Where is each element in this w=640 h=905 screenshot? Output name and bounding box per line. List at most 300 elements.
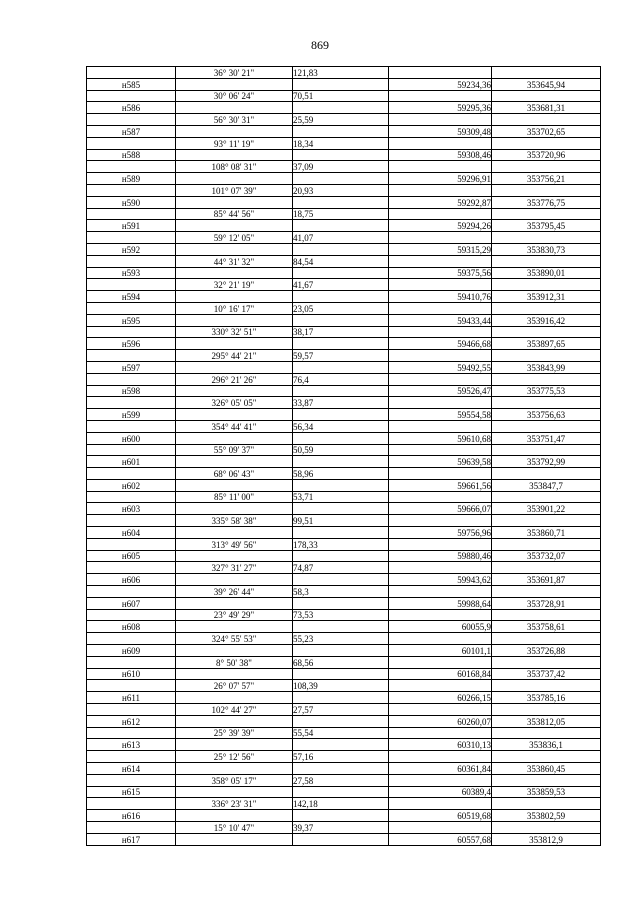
x-cell: 59433,44 — [389, 314, 492, 326]
angle-cell: 93° 11' 19" — [176, 137, 293, 149]
distance-cell — [293, 125, 389, 137]
distance-cell — [293, 810, 389, 822]
distance-cell: 142,18 — [293, 798, 389, 810]
angle-cell — [176, 243, 293, 255]
point-row — [87, 125, 601, 137]
y-cell — [492, 704, 601, 716]
point-row — [87, 597, 601, 609]
point-cell — [87, 279, 176, 291]
x-cell — [389, 279, 492, 291]
angle-cell: 30° 06' 24" — [176, 90, 293, 102]
distance-cell — [293, 149, 389, 161]
point-cell — [87, 232, 176, 244]
y-cell: 353756,63 — [492, 409, 601, 421]
segment-row — [87, 491, 601, 503]
x-cell — [389, 727, 492, 739]
y-cell: 353812,9 — [492, 833, 601, 845]
x-cell: 59880,46 — [389, 550, 492, 562]
point-row — [87, 833, 601, 845]
point-row — [87, 243, 601, 255]
segment-row — [87, 680, 601, 692]
y-cell: 353720,96 — [492, 149, 601, 161]
x-cell — [389, 609, 492, 621]
point-cell: н596 — [87, 338, 176, 350]
segment-row — [87, 586, 601, 598]
distance-cell: 41,67 — [293, 279, 389, 291]
segment-row — [87, 822, 601, 834]
angle-cell: 336° 23' 31" — [176, 798, 293, 810]
angle-cell: 358° 05' 17" — [176, 774, 293, 786]
y-cell: 353795,45 — [492, 220, 601, 232]
point-row — [87, 78, 601, 90]
segment-row — [87, 468, 601, 480]
point-cell: н597 — [87, 361, 176, 373]
angle-cell: 25° 39' 39" — [176, 727, 293, 739]
distance-cell: 73,53 — [293, 609, 389, 621]
y-cell: 353792,99 — [492, 456, 601, 468]
distance-cell — [293, 763, 389, 775]
point-row — [87, 173, 601, 185]
y-cell: 353890,01 — [492, 267, 601, 279]
distance-cell — [293, 456, 389, 468]
distance-cell — [293, 715, 389, 727]
point-cell: н614 — [87, 763, 176, 775]
point-cell — [87, 184, 176, 196]
point-row — [87, 196, 601, 208]
point-cell — [87, 114, 176, 126]
distance-cell: 25,59 — [293, 114, 389, 126]
angle-cell: 295° 44' 21" — [176, 350, 293, 362]
point-row — [87, 267, 601, 279]
point-cell — [87, 397, 176, 409]
y-cell — [492, 114, 601, 126]
x-cell — [389, 586, 492, 598]
distance-cell — [293, 291, 389, 303]
distance-cell — [293, 550, 389, 562]
x-cell: 59294,26 — [389, 220, 492, 232]
coordinates-table-body — [87, 67, 601, 846]
segment-row — [87, 562, 601, 574]
x-cell — [389, 444, 492, 456]
x-cell — [389, 67, 492, 79]
angle-cell: 23° 49' 29" — [176, 609, 293, 621]
distance-cell — [293, 409, 389, 421]
angle-cell: 36° 30' 21" — [176, 67, 293, 79]
y-cell — [492, 137, 601, 149]
distance-cell — [293, 102, 389, 114]
distance-cell — [293, 692, 389, 704]
x-cell: 59639,58 — [389, 456, 492, 468]
segment-row — [87, 656, 601, 668]
point-row — [87, 668, 601, 680]
x-cell: 60389,4 — [389, 786, 492, 798]
angle-cell — [176, 645, 293, 657]
y-cell — [492, 774, 601, 786]
segment-row — [87, 774, 601, 786]
angle-cell: 15° 10' 47" — [176, 822, 293, 834]
angle-cell: 324° 55' 53" — [176, 633, 293, 645]
y-cell: 353785,16 — [492, 692, 601, 704]
x-cell — [389, 90, 492, 102]
distance-cell — [293, 597, 389, 609]
distance-cell — [293, 78, 389, 90]
x-cell — [389, 656, 492, 668]
segment-row — [87, 633, 601, 645]
segment-row — [87, 798, 601, 810]
distance-cell — [293, 385, 389, 397]
y-cell: 353847,7 — [492, 479, 601, 491]
point-cell: н599 — [87, 409, 176, 421]
angle-cell — [176, 621, 293, 633]
angle-cell: 68° 06' 43" — [176, 468, 293, 480]
y-cell — [492, 208, 601, 220]
point-cell — [87, 420, 176, 432]
segment-row — [87, 350, 601, 362]
distance-cell: 55,54 — [293, 727, 389, 739]
point-cell: н609 — [87, 645, 176, 657]
angle-cell — [176, 786, 293, 798]
point-cell: н604 — [87, 527, 176, 539]
y-cell — [492, 538, 601, 550]
point-row — [87, 479, 601, 491]
y-cell — [492, 184, 601, 196]
x-cell: 59661,56 — [389, 479, 492, 491]
angle-cell — [176, 763, 293, 775]
x-cell — [389, 114, 492, 126]
point-cell: н615 — [87, 786, 176, 798]
y-cell: 353702,65 — [492, 125, 601, 137]
segment-row — [87, 397, 601, 409]
x-cell: 59943,62 — [389, 574, 492, 586]
x-cell: 59295,36 — [389, 102, 492, 114]
distance-cell: 59,57 — [293, 350, 389, 362]
point-cell — [87, 798, 176, 810]
x-cell: 59315,29 — [389, 243, 492, 255]
y-cell: 353751,47 — [492, 432, 601, 444]
y-cell: 353859,53 — [492, 786, 601, 798]
point-row — [87, 645, 601, 657]
y-cell — [492, 232, 601, 244]
point-row — [87, 621, 601, 633]
distance-cell: 38,17 — [293, 326, 389, 338]
angle-cell — [176, 267, 293, 279]
angle-cell: 44° 31' 32" — [176, 255, 293, 267]
angle-cell — [176, 550, 293, 562]
point-cell: н598 — [87, 385, 176, 397]
point-cell — [87, 255, 176, 267]
distance-cell: 178,33 — [293, 538, 389, 550]
point-cell — [87, 656, 176, 668]
segment-row — [87, 515, 601, 527]
x-cell: 59526,47 — [389, 385, 492, 397]
angle-cell — [176, 692, 293, 704]
x-cell — [389, 633, 492, 645]
x-cell — [389, 680, 492, 692]
y-cell — [492, 67, 601, 79]
y-cell — [492, 90, 601, 102]
distance-cell — [293, 361, 389, 373]
x-cell: 60168,84 — [389, 668, 492, 680]
x-cell — [389, 255, 492, 267]
point-cell: н616 — [87, 810, 176, 822]
y-cell: 353860,71 — [492, 527, 601, 539]
point-row — [87, 361, 601, 373]
y-cell: 353758,61 — [492, 621, 601, 633]
point-row — [87, 220, 601, 232]
x-cell — [389, 184, 492, 196]
point-cell — [87, 326, 176, 338]
point-row — [87, 102, 601, 114]
x-cell: 59610,68 — [389, 432, 492, 444]
point-row — [87, 432, 601, 444]
y-cell — [492, 255, 601, 267]
distance-cell: 56,34 — [293, 420, 389, 432]
angle-cell — [176, 597, 293, 609]
x-cell — [389, 822, 492, 834]
distance-cell: 50,59 — [293, 444, 389, 456]
y-cell: 353726,88 — [492, 645, 601, 657]
y-cell: 353737,42 — [492, 668, 601, 680]
x-cell — [389, 350, 492, 362]
angle-cell: 296° 21' 26" — [176, 373, 293, 385]
x-cell: 59466,68 — [389, 338, 492, 350]
distance-cell — [293, 314, 389, 326]
x-cell: 59410,76 — [389, 291, 492, 303]
distance-cell — [293, 173, 389, 185]
distance-cell: 55,23 — [293, 633, 389, 645]
point-cell: н585 — [87, 78, 176, 90]
distance-cell: 84,54 — [293, 255, 389, 267]
point-cell: н593 — [87, 267, 176, 279]
distance-cell: 121,83 — [293, 67, 389, 79]
angle-cell: 55° 09' 37" — [176, 444, 293, 456]
point-cell — [87, 491, 176, 503]
angle-cell: 59° 12' 05" — [176, 232, 293, 244]
y-cell — [492, 161, 601, 173]
point-cell: н607 — [87, 597, 176, 609]
segment-row — [87, 184, 601, 196]
segment-row — [87, 444, 601, 456]
point-cell: н606 — [87, 574, 176, 586]
x-cell: 59292,87 — [389, 196, 492, 208]
point-cell — [87, 67, 176, 79]
y-cell: 353916,42 — [492, 314, 601, 326]
distance-cell: 68,56 — [293, 656, 389, 668]
y-cell — [492, 468, 601, 480]
point-cell: н610 — [87, 668, 176, 680]
y-cell — [492, 680, 601, 692]
y-cell: 353912,31 — [492, 291, 601, 303]
y-cell: 353732,07 — [492, 550, 601, 562]
point-cell — [87, 302, 176, 314]
y-cell — [492, 420, 601, 432]
distance-cell: 39,37 — [293, 822, 389, 834]
distance-cell — [293, 668, 389, 680]
point-cell: н587 — [87, 125, 176, 137]
y-cell — [492, 444, 601, 456]
distance-cell: 37,09 — [293, 161, 389, 173]
angle-cell — [176, 503, 293, 515]
y-cell — [492, 373, 601, 385]
angle-cell: 39° 26' 44" — [176, 586, 293, 598]
x-cell — [389, 562, 492, 574]
angle-cell — [176, 196, 293, 208]
x-cell: 59375,56 — [389, 267, 492, 279]
distance-cell: 41,07 — [293, 232, 389, 244]
distance-cell — [293, 267, 389, 279]
distance-cell: 58,96 — [293, 468, 389, 480]
point-row — [87, 739, 601, 751]
x-cell — [389, 704, 492, 716]
y-cell — [492, 822, 601, 834]
point-cell: н602 — [87, 479, 176, 491]
segment-row — [87, 279, 601, 291]
angle-cell: 313° 49' 56" — [176, 538, 293, 550]
angle-cell — [176, 149, 293, 161]
point-cell: н590 — [87, 196, 176, 208]
angle-cell — [176, 385, 293, 397]
angle-cell: 330° 32' 51" — [176, 326, 293, 338]
x-cell: 60055,9 — [389, 621, 492, 633]
point-row — [87, 314, 601, 326]
y-cell: 353645,94 — [492, 78, 601, 90]
angle-cell: 108° 08' 31" — [176, 161, 293, 173]
angle-cell: 85° 11' 00" — [176, 491, 293, 503]
x-cell — [389, 232, 492, 244]
point-cell: н589 — [87, 173, 176, 185]
x-cell — [389, 302, 492, 314]
y-cell: 353860,45 — [492, 763, 601, 775]
x-cell — [389, 137, 492, 149]
distance-cell — [293, 621, 389, 633]
angle-cell: 101° 07' 39" — [176, 184, 293, 196]
distance-cell: 23,05 — [293, 302, 389, 314]
y-cell — [492, 656, 601, 668]
angle-cell — [176, 361, 293, 373]
point-cell: н588 — [87, 149, 176, 161]
x-cell — [389, 491, 492, 503]
segment-row — [87, 302, 601, 314]
x-cell — [389, 397, 492, 409]
point-cell — [87, 727, 176, 739]
point-cell — [87, 137, 176, 149]
point-cell — [87, 680, 176, 692]
distance-cell: 70,51 — [293, 90, 389, 102]
page-number: 869 — [311, 38, 329, 52]
point-cell — [87, 350, 176, 362]
point-cell — [87, 633, 176, 645]
segment-row — [87, 114, 601, 126]
segment-row — [87, 373, 601, 385]
angle-cell: 326° 05' 05" — [176, 397, 293, 409]
angle-cell — [176, 102, 293, 114]
distance-cell — [293, 196, 389, 208]
angle-cell: 8° 50' 38" — [176, 656, 293, 668]
point-row — [87, 763, 601, 775]
angle-cell — [176, 833, 293, 845]
segment-row — [87, 67, 601, 79]
segment-row — [87, 538, 601, 550]
y-cell — [492, 562, 601, 574]
point-row — [87, 574, 601, 586]
angle-cell — [176, 432, 293, 444]
angle-cell — [176, 409, 293, 421]
distance-cell: 33,87 — [293, 397, 389, 409]
segment-row — [87, 255, 601, 267]
angle-cell — [176, 78, 293, 90]
x-cell — [389, 468, 492, 480]
x-cell — [389, 420, 492, 432]
x-cell: 59988,64 — [389, 597, 492, 609]
angle-cell — [176, 668, 293, 680]
distance-cell — [293, 527, 389, 539]
segment-row — [87, 420, 601, 432]
point-row — [87, 550, 601, 562]
angle-cell: 102° 44' 27" — [176, 704, 293, 716]
point-cell: н612 — [87, 715, 176, 727]
x-cell: 59492,55 — [389, 361, 492, 373]
distance-cell — [293, 479, 389, 491]
x-cell: 59308,46 — [389, 149, 492, 161]
y-cell: 353728,91 — [492, 597, 601, 609]
distance-cell — [293, 338, 389, 350]
point-cell: н611 — [87, 692, 176, 704]
y-cell — [492, 751, 601, 763]
y-cell: 353836,1 — [492, 739, 601, 751]
point-cell: н603 — [87, 503, 176, 515]
distance-cell: 108,39 — [293, 680, 389, 692]
angle-cell: 26° 07' 57" — [176, 680, 293, 692]
point-cell — [87, 822, 176, 834]
y-cell — [492, 491, 601, 503]
x-cell — [389, 208, 492, 220]
angle-cell — [176, 456, 293, 468]
x-cell: 60310,13 — [389, 739, 492, 751]
y-cell: 353802,59 — [492, 810, 601, 822]
angle-cell — [176, 574, 293, 586]
x-cell — [389, 515, 492, 527]
point-row — [87, 456, 601, 468]
y-cell — [492, 798, 601, 810]
angle-cell: 85° 44' 56" — [176, 208, 293, 220]
x-cell: 60361,84 — [389, 763, 492, 775]
point-cell — [87, 538, 176, 550]
y-cell — [492, 633, 601, 645]
angle-cell — [176, 739, 293, 751]
distance-cell: 99,51 — [293, 515, 389, 527]
y-cell — [492, 279, 601, 291]
point-cell — [87, 562, 176, 574]
segment-row — [87, 208, 601, 220]
point-cell — [87, 751, 176, 763]
y-cell: 353775,53 — [492, 385, 601, 397]
x-cell: 59554,58 — [389, 409, 492, 421]
angle-cell — [176, 810, 293, 822]
distance-cell — [293, 503, 389, 515]
point-cell: н592 — [87, 243, 176, 255]
distance-cell: 57,16 — [293, 751, 389, 763]
point-cell: н617 — [87, 833, 176, 845]
distance-cell: 53,71 — [293, 491, 389, 503]
distance-cell — [293, 243, 389, 255]
y-cell: 353830,73 — [492, 243, 601, 255]
distance-cell — [293, 220, 389, 232]
point-cell — [87, 90, 176, 102]
point-row — [87, 786, 601, 798]
point-cell — [87, 468, 176, 480]
y-cell — [492, 727, 601, 739]
point-cell: н586 — [87, 102, 176, 114]
